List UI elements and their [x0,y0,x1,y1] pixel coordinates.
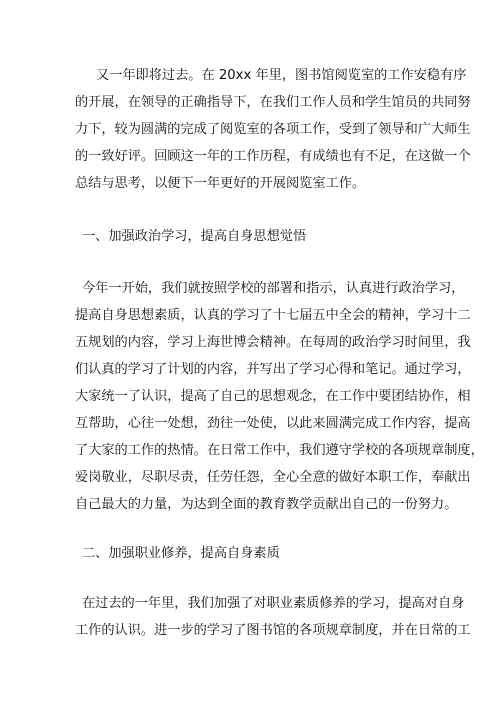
section-1-line-7: 了大家的工作的热情。在日常工作中，我们遵守学校的各项规章制度， [75,443,484,458]
section-2-line-1: 在过去的一年里，我们加强了对职业素质修养的学习，提高对自身 [82,596,465,611]
intro-line-5: 总结与思考，以便下一年更好的开展阅览室工作。 [75,176,366,191]
section-1-line-2: 提高自身思想素质，认真的学习了十七届五中全会的精神，学习十二 [75,308,471,323]
intro-line-3: 力下，较为圆满的完成了阅览室的各项工作，受到了领导和广大师生 [75,122,471,137]
section-1-line-3: 五规划的内容，学习上海世博会精神。在每周的政治学习时间里，我 [75,335,471,350]
section-1-line-5: 大家统一了认识，提高了自己的思想观念，在工作中要团结协作，相 [75,389,471,404]
section-2-line-2: 工作的认识。进一步的学习了图书馆的各项规章制度，并在日常的工 [75,623,471,638]
section-1-line-1: 今年一开始，我们就按照学校的部署和指示，认真进行政治学习， [82,281,465,296]
intro-line-1: 又一年即将过去。在 20xx 年里，图书馆阅览室的工作安稳有序 [96,68,467,83]
section-1-line-6: 互帮助，心往一处想，劲往一处使，以此来圆满完成工作内容，提高 [75,416,471,431]
section-2-heading: 二、加强职业修养，提高自身素质 [82,546,280,561]
section-1-line-8: 爱岗敬业，尽职尽责，任劳任怨，全心全意的做好本职工作，奉献出 [75,470,471,485]
section-1-line-4: 们认真的学习了计划的内容，并写出了学习心得和笔记。通过学习， [75,362,471,377]
section-1-line-9: 自己最大的力量，为达到全面的教育教学贡献出自己的一份努力。 [75,497,458,512]
intro-line-4: 的一致好评。回顾这一年的工作历程，有成绩也有不足，在这做一个 [75,149,471,164]
section-1-heading: 一、加强政治学习，提高自身思想觉悟 [82,229,307,244]
intro-line-2: 的开展，在领导的正确指导下，在我们工作人员和学生馆员的共同努 [75,95,471,110]
